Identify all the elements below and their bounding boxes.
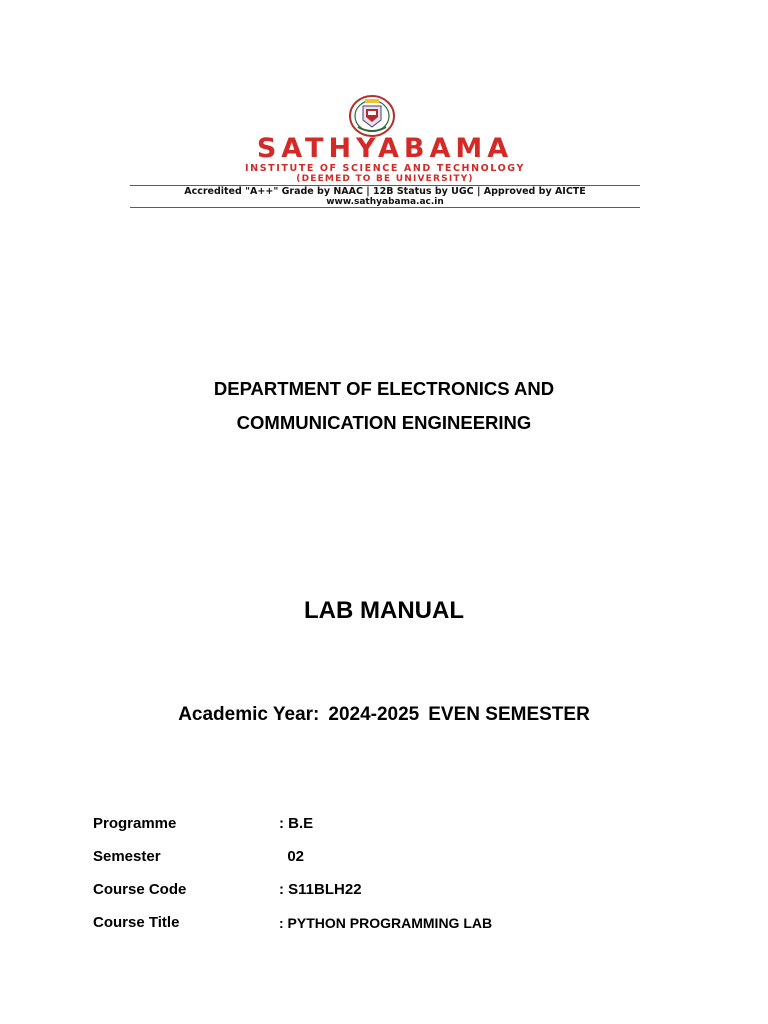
semester-label: EVEN SEMESTER — [428, 704, 590, 725]
department-line-1: DEPARTMENT OF ELECTRONICS AND — [213, 378, 555, 399]
university-seal-icon — [348, 94, 396, 138]
detail-value: : PYTHON PROGRAMMING LAB — [279, 915, 493, 931]
department-heading — [0, 372, 768, 440]
detail-row-course-title — [93, 912, 693, 945]
detail-value: 02 — [279, 848, 305, 865]
website-link[interactable]: www.sathyabama.ac.in — [326, 197, 444, 207]
detail-row-programme — [93, 813, 693, 846]
document-title: LAB MANUAL — [304, 597, 464, 624]
detail-label: Course Code — [93, 881, 187, 898]
detail-value: : S11BLH22 — [279, 881, 362, 898]
detail-label: Programme — [93, 815, 177, 832]
detail-row-semester — [93, 846, 693, 879]
detail-label: Course Title — [93, 914, 180, 931]
header-divider-bottom — [130, 207, 640, 208]
brand-subtitle: INSTITUTE OF SCIENCE AND TECHNOLOGY — [245, 163, 525, 174]
detail-label: Semester — [93, 848, 161, 865]
deemed-university-label: (DEEMED TO BE UNIVERSITY) — [296, 174, 474, 184]
detail-value: : B.E — [279, 815, 314, 832]
academic-year-line — [0, 702, 768, 728]
detail-row-course-code — [93, 879, 693, 912]
institution-header — [130, 94, 640, 210]
academic-year-value: 2024-2025 — [328, 704, 420, 725]
department-line-2: COMMUNICATION ENGINEERING — [236, 412, 532, 433]
academic-year-label: Academic Year: — [178, 704, 320, 725]
course-details — [93, 813, 693, 945]
accreditation-line: Accredited "A++" Grade by NAAC | 12B Status by UGC | Approved by AICTE — [184, 186, 586, 197]
brand-name: SATHYABAMA — [256, 133, 514, 164]
